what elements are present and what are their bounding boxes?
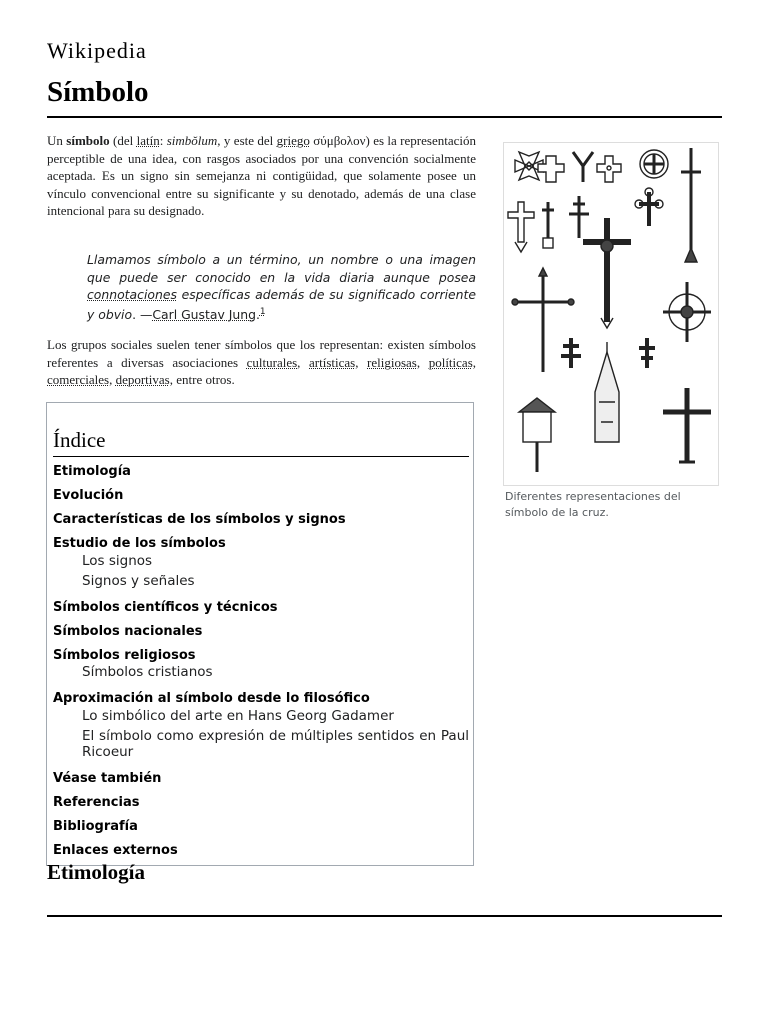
crucifix-icon xyxy=(583,218,631,328)
toc-subitem-los-signos[interactable]: Los signos xyxy=(82,553,153,569)
toc-divider xyxy=(53,456,469,457)
reference-1[interactable]: 1 xyxy=(259,306,266,317)
toc-heading: Índice xyxy=(53,428,106,452)
latin-word: simbŏlum xyxy=(166,133,218,148)
link-politicas[interactable]: políticas xyxy=(428,354,473,370)
toc-item-religiosos[interactable]: Símbolos religiosos xyxy=(53,648,196,663)
ornate-cross-icon xyxy=(663,388,711,462)
gothic-spire-icon xyxy=(595,342,619,442)
intro-paragraph: Un símbolo (del latín: simbŏlum, y este del griego σύμβολον) es la representación perceptible de una idea, con rasgos asociados por una convención socialmente aceptada. Es un signo sin semejanza ni contigüidad, que solamente posee un vínculo convencional entre su significante y su denotado, además de una clase intencional para su designado. xyxy=(47,133,476,219)
toc-item-bibliografia[interactable]: Bibliografía xyxy=(53,819,138,834)
figure-caption: Diferentes representaciones del símbolo de la cruz. xyxy=(505,490,681,519)
toc-subitem-cristianos[interactable]: Símbolos cristianos xyxy=(82,664,213,680)
toc-item-enlaces[interactable]: Enlaces externos xyxy=(53,843,178,858)
link-carl-gustav-jung[interactable]: Carl Gustav Jung xyxy=(152,306,256,322)
title-divider xyxy=(47,116,722,118)
link-religiosas[interactable]: religiosas xyxy=(367,354,417,370)
page-title: Símbolo xyxy=(47,76,149,108)
cross-icon xyxy=(597,156,621,182)
toc-item-cientificos[interactable]: Símbolos científicos y técnicos xyxy=(53,600,278,615)
circle-cross-icon xyxy=(640,150,668,178)
toc-item-estudio[interactable]: Estudio de los símbolos xyxy=(53,536,226,551)
link-connotaciones[interactable]: connotaciones xyxy=(87,287,177,303)
table-of-contents xyxy=(46,402,474,866)
link-latin[interactable]: latín xyxy=(136,133,160,148)
patriarchal-cross-icon xyxy=(569,196,589,238)
crosses-drawing xyxy=(503,142,719,486)
toc-subitem-ricoeur[interactable]: El símbolo como expresión de múltiples sentidos en Paul Ricoeur xyxy=(82,728,469,760)
link-griego[interactable]: griego xyxy=(276,133,310,148)
section-divider xyxy=(47,915,722,917)
jung-quote: Llamamos símbolo a un término, un nombre o una imagen que puede ser conocido en la vida diaria aunque posea connotaciones específicas además de su significado corriente y obvio. —Carl Gustav Jung.$^1$ xyxy=(87,252,476,322)
link-comerciales[interactable]: comerciales xyxy=(47,372,110,388)
wikipedia-logo[interactable] xyxy=(47,38,147,64)
crucifix-icon xyxy=(681,148,701,262)
crosses-illustration[interactable] xyxy=(503,142,719,486)
logo-text: Wikipedia xyxy=(47,38,147,63)
cross-icon xyxy=(542,202,554,248)
cross-icon xyxy=(635,188,663,226)
toc-item-evolucion[interactable]: Evolución xyxy=(53,488,124,503)
toc-item-etimologia[interactable]: Etimología xyxy=(53,464,131,479)
toc-item-filosofico[interactable]: Aproximación al símbolo desde lo filosófico xyxy=(53,691,370,706)
wayside-shrine-icon xyxy=(519,398,555,472)
toc-item-caracteristicas[interactable]: Características de los símbolos y signos xyxy=(53,512,346,527)
ornate-cross-icon xyxy=(663,282,711,342)
toc-item-vease[interactable]: Véase también xyxy=(53,771,162,786)
double-cross-icon xyxy=(639,338,655,368)
social-groups-paragraph: Los grupos sociales suelen tener símbolos que los representan: existen símbolos referentes a diversas asociaciones culturales, artísticas, religiosas, políticas, comerciales, deportivas, entre otros. xyxy=(47,337,476,388)
link-deportivas[interactable]: deportivas xyxy=(115,372,170,388)
toc-subitem-gadamer[interactable]: Lo simbólico del arte en Hans Georg Gadamer xyxy=(82,708,394,724)
link-culturales[interactable]: culturales xyxy=(246,354,298,370)
term-simbolo: símbolo xyxy=(66,133,110,148)
link-artisticas[interactable]: artísticas xyxy=(309,354,356,370)
cross-icon xyxy=(508,202,534,252)
toc-item-nacionales[interactable]: Símbolos nacionales xyxy=(53,624,203,639)
section-heading-etimologia: Etimología xyxy=(47,860,145,884)
patriarchal-cross-icon xyxy=(561,338,581,368)
y-cross-icon xyxy=(573,152,593,182)
toc-item-referencias[interactable]: Referencias xyxy=(53,795,140,810)
toc-subitem-signos-senales[interactable]: Signos y señales xyxy=(82,573,195,589)
